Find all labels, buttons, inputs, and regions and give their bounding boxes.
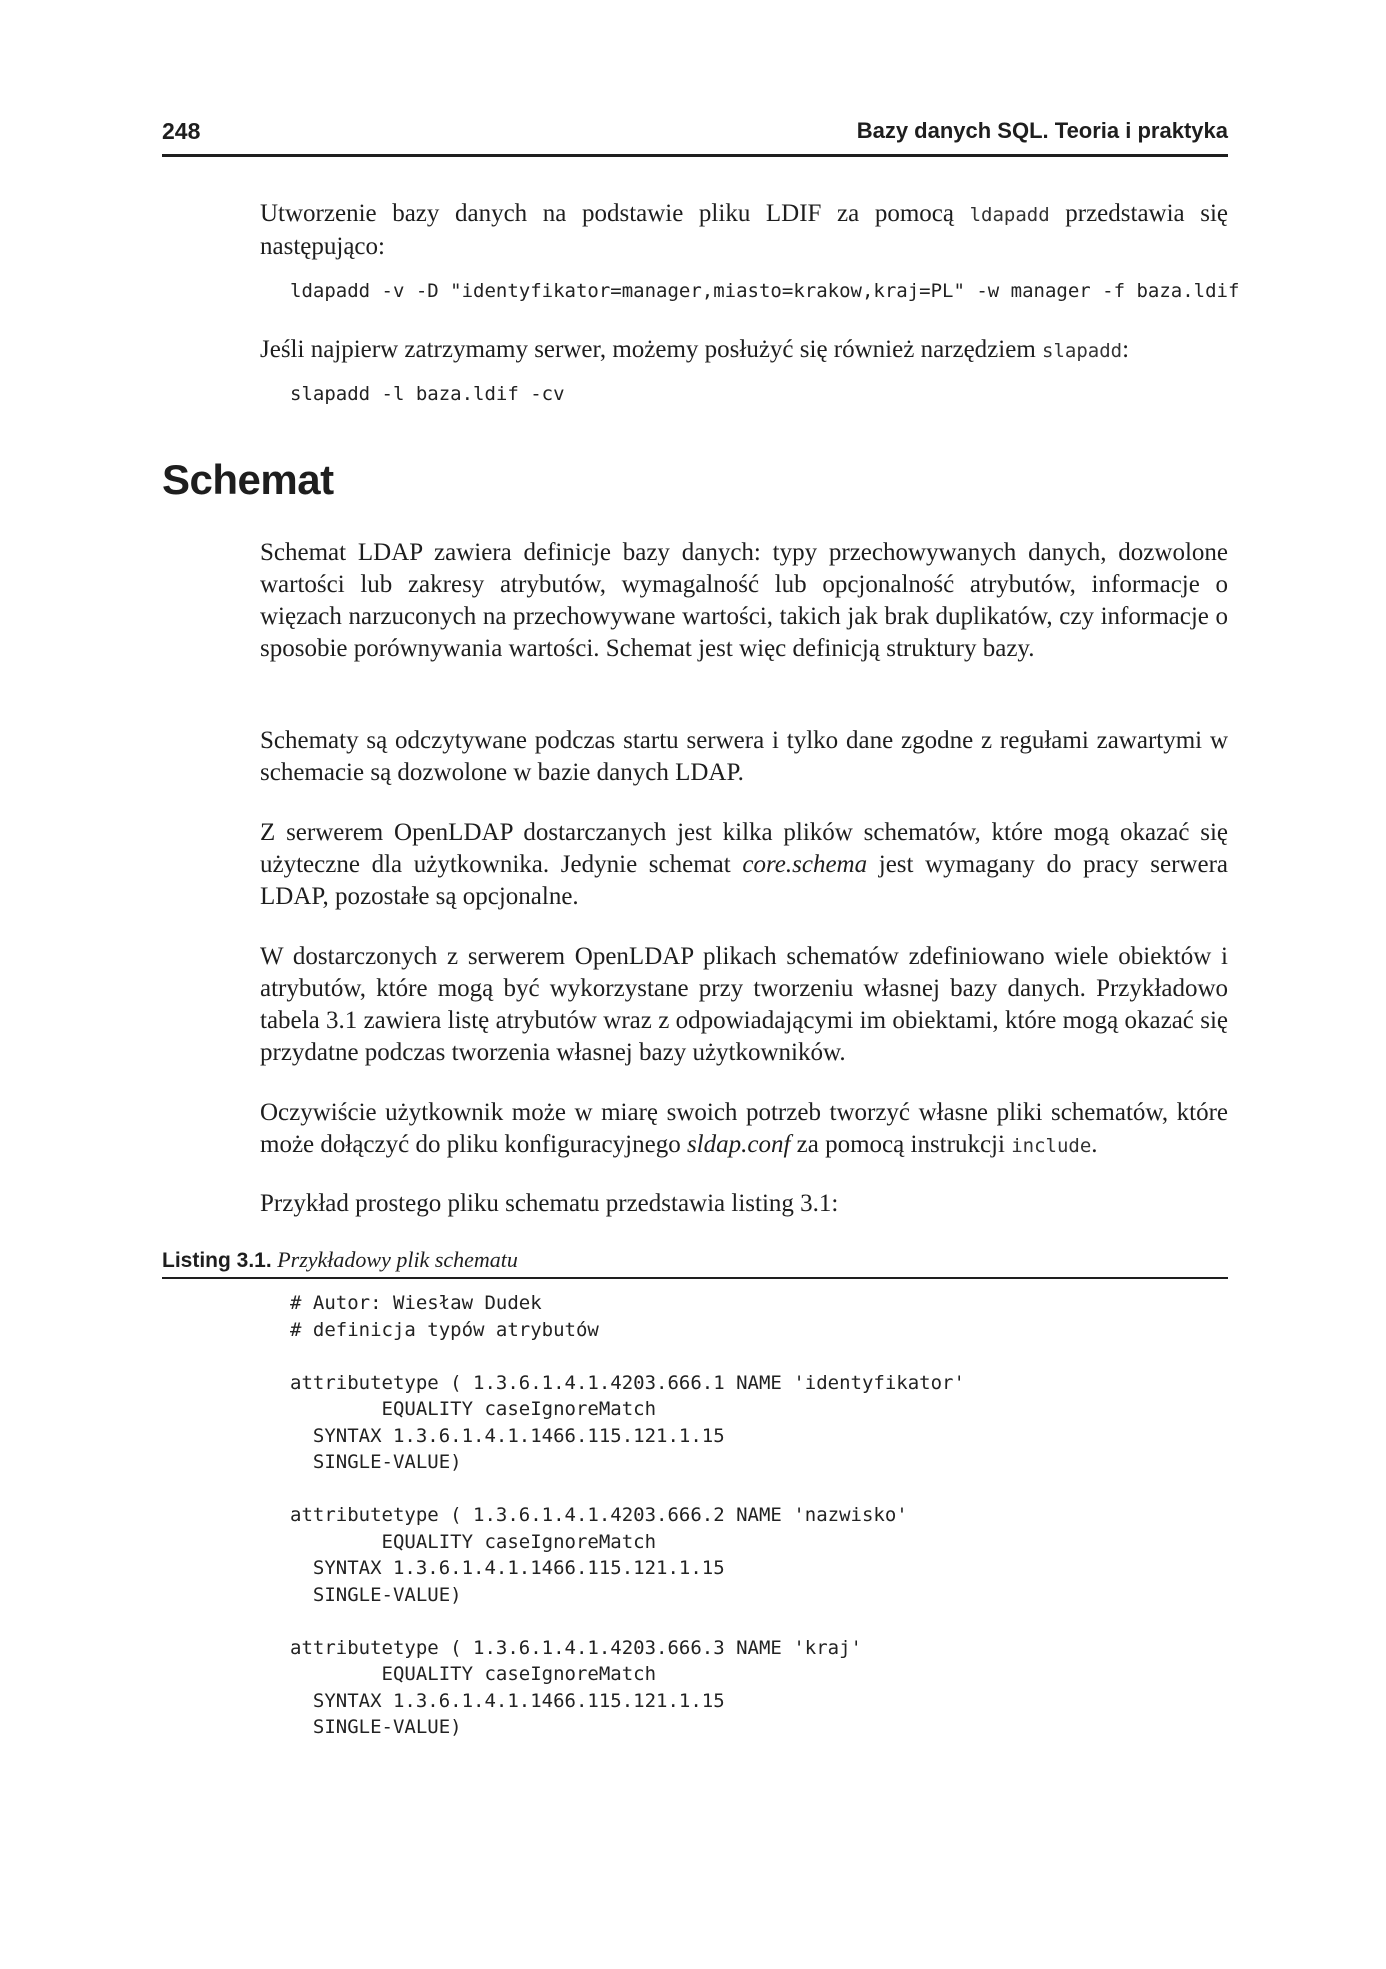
code-line: attributetype ( 1.3.6.1.4.1.4203.666.2 NAME 'nazwisko' (290, 1504, 908, 1526)
running-title: Bazy danych SQL. Teoria i praktyka (856, 118, 1228, 143)
code-line (290, 1608, 1228, 1635)
code-line: EQUALITY caseIgnoreMatch (290, 1663, 657, 1685)
section-paragraph-6 (260, 1188, 1228, 1220)
inline-code: include (1011, 1135, 1092, 1157)
intro-text: : (1122, 336, 1130, 363)
code-line: attributetype ( 1.3.6.1.4.1.4203.666.1 NAME 'identyfikator' (290, 1371, 965, 1394)
paragraph-text: jest wymagany do pracy serwera LDAP, pozostałe są opcjonalne. (260, 851, 1228, 910)
code-line: SINGLE-VALUE) (290, 1451, 462, 1473)
code-line: SINGLE-VALUE) (290, 1716, 462, 1738)
filename-emphasis: core.schema (742, 851, 868, 878)
code-line: # Autor: Wiesław Dudek (290, 1292, 542, 1314)
command-slapadd: slapadd -l baza.ldif -cv (290, 383, 565, 405)
code-line: SYNTAX 1.3.6.1.4.1.1466.115.121.1.15 (290, 1689, 725, 1712)
section-paragraph-2 (260, 725, 1228, 789)
intro-paragraph-1 (260, 198, 1228, 263)
command-ldapadd: ldapadd -v -D "identyfikator=manager,miasto=krakow,kraj=PL" -w manager -f baza.ldif (290, 280, 1240, 302)
paragraph-text: Schematy są odczytywane podczas startu serwera i tylko dane zgodne z regułami zawartymi w schemacie są dozwolone w bazie danych LDAP. (260, 727, 1228, 786)
intro-text: przedstawia się następująco: (260, 200, 1228, 260)
intro-paragraph-2 (260, 334, 1228, 367)
paragraph-text: W dostarczonych z serwerem OpenLDAP plikach schematów zdefiniowano wiele obiektów i atrybutów, które mogą być wykorzystane przy tworzeniu własnej bazy danych. Przykładowo tabela 3.1 zawiera listę atrybutów wraz z odpowiadającymi im obiektami, które mogą okazać się przydatne podczas tworzenia własnej bazy użytkowników. (260, 943, 1228, 1066)
listing-title: Przykładowy plik schematu (277, 1247, 518, 1272)
listing-caption (162, 1247, 1228, 1279)
inline-code: ldapadd (969, 204, 1050, 226)
code-line: attributetype ( 1.3.6.1.4.1.4203.666.3 NAME 'kraj' (290, 1636, 862, 1659)
code-line: EQUALITY caseIgnoreMatch (290, 1398, 657, 1420)
code-line: SYNTAX 1.3.6.1.4.1.1466.115.121.1.15 (290, 1424, 725, 1447)
page-number: 248 (162, 118, 201, 144)
paragraph-text: Przykład prostego pliku schematu przedstawia listing 3.1: (260, 1190, 839, 1217)
section-paragraph-3 (260, 817, 1228, 913)
code-line: SYNTAX 1.3.6.1.4.1.1466.115.121.1.15 (290, 1557, 725, 1579)
code-line: EQUALITY caseIgnoreMatch (290, 1530, 657, 1553)
section-paragraph-4 (260, 941, 1228, 1069)
section-paragraph-5 (260, 1097, 1228, 1162)
paragraph-text: za pomocą instrukcji (790, 1131, 1012, 1158)
paragraph-text: Schemat LDAP zawiera definicje bazy danych: typy przechowywanych danych, dozwolone wartości lub zakresy atrybutów, wymagalność lub opcjonalność atrybutów, informacje o więzach narzuconych na przechowywane wartości, takich jak brak duplikatów, czy informacje o sposobie porównywania wartości. Schemat jest więc definicją struktury bazy. (260, 539, 1228, 662)
intro-text: Jeśli najpierw zatrzymamy serwer, możemy posłużyć się również narzędziem (260, 336, 1043, 363)
listing-label: Listing 3.1. (162, 1249, 272, 1272)
intro-text: Utworzenie bazy danych na podstawie pliku LDIF za pomocą (260, 200, 970, 227)
section-title: Schemat (162, 456, 334, 503)
paragraph-text: Oczywiście użytkownik może w miarę swoich potrzeb tworzyć własne pliki schematów, które może dołączyć do pliku konfiguracyjnego (260, 1099, 1228, 1158)
section-paragraph-1 (260, 537, 1228, 665)
paragraph-text: Z serwerem OpenLDAP dostarczanych jest kilka plików schematów, które mogą okazać się użyteczne dla użytkownika. Jedynie schemat (260, 819, 1228, 878)
inline-code: slapadd (1042, 340, 1123, 362)
code-line: # definicja typów atrybutów (290, 1318, 599, 1341)
listing-code-block (290, 1290, 1228, 1741)
code-line: SINGLE-VALUE) (290, 1583, 462, 1606)
code-line (290, 1343, 1228, 1370)
code-line (290, 1476, 1228, 1503)
paragraph-text: . (1091, 1131, 1098, 1158)
filename-emphasis: sldap.conf (686, 1131, 791, 1158)
page-header (162, 118, 1228, 157)
